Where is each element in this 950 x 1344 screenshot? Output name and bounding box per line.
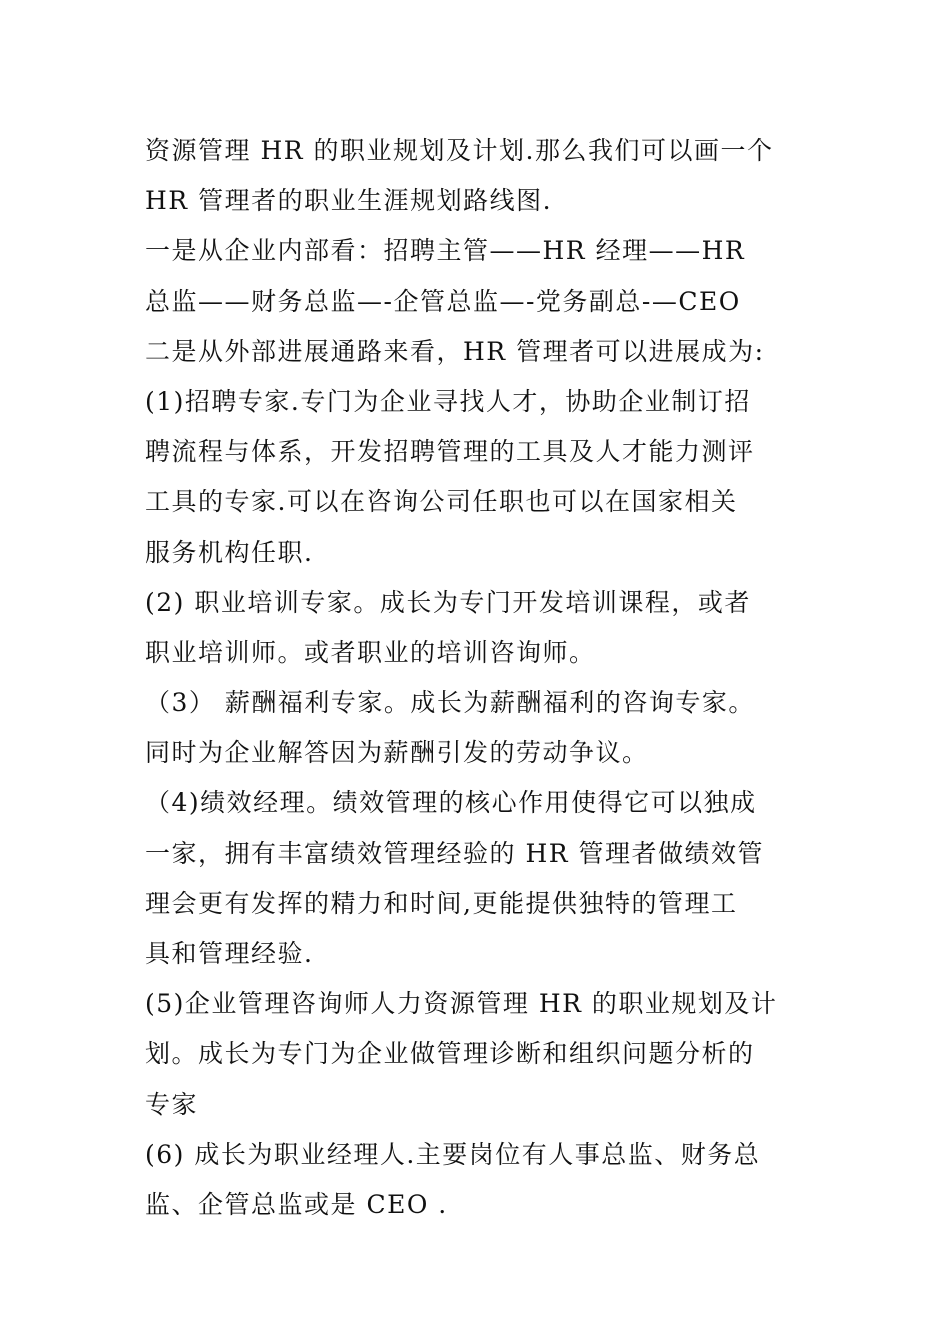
text-line: HR 管理者的职业生涯规划路线图. bbox=[145, 186, 553, 216]
text-line: 总监——财务总监—-企管总监—-党务副总-—CEO bbox=[145, 286, 741, 316]
text-line: 理会更有发挥的精力和时间,更能提供独特的管理工 bbox=[145, 888, 738, 918]
text-line: (2) 职业培训专家。成长为专门开发培训课程，或者 bbox=[145, 587, 751, 617]
text-line: 监、企管总监或是 CEO . bbox=[145, 1189, 448, 1219]
text-line: (1)招聘专家.专门为企业寻找人才，协助企业制订招 bbox=[145, 386, 751, 416]
text-line: 聘流程与体系，开发招聘管理的工具及人才能力测评 bbox=[145, 437, 755, 467]
text-line: 二是从外部进展通路来看，HR 管理者可以进展成为: bbox=[145, 336, 765, 366]
text-line: 职业培训师。或者职业的培训咨询师。 bbox=[145, 637, 596, 667]
text-line: 一家，拥有丰富绩效管理经验的 HR 管理者做绩效管 bbox=[145, 838, 765, 868]
text-line: （3） 薪酬福利专家。成长为薪酬福利的咨询专家。 bbox=[145, 688, 755, 718]
text-line: 一是从企业内部看：招聘主管——HR 经理——HR bbox=[145, 236, 746, 266]
text-line: 具和管理经验. bbox=[145, 939, 314, 968]
text-line: 工具的专家.可以在咨询公司任职也可以在国家相关 bbox=[145, 487, 738, 517]
text-line: 专家 bbox=[145, 1089, 199, 1119]
text-line: (6) 成长为职业经理人.主要岗位有人事总监、财务总 bbox=[145, 1139, 761, 1169]
text-line: 同时为企业解答因为薪酬引发的劳动争议。 bbox=[145, 738, 649, 768]
text-line: (5)企业管理咨询师人力资源管理 HR 的职业规划及计 bbox=[145, 989, 778, 1019]
document-body bbox=[145, 126, 810, 1230]
text-line: 资源管理 HR 的职业规划及计划.那么我们可以画一个 bbox=[145, 136, 774, 165]
text-line: 服务机构任职. bbox=[145, 537, 314, 567]
text-line: （4)绩效经理。绩效管理的核心作用使得它可以独成 bbox=[145, 788, 757, 818]
text-line: 划。成长为专门为企业做管理诊断和组织问题分析的 bbox=[145, 1039, 755, 1069]
